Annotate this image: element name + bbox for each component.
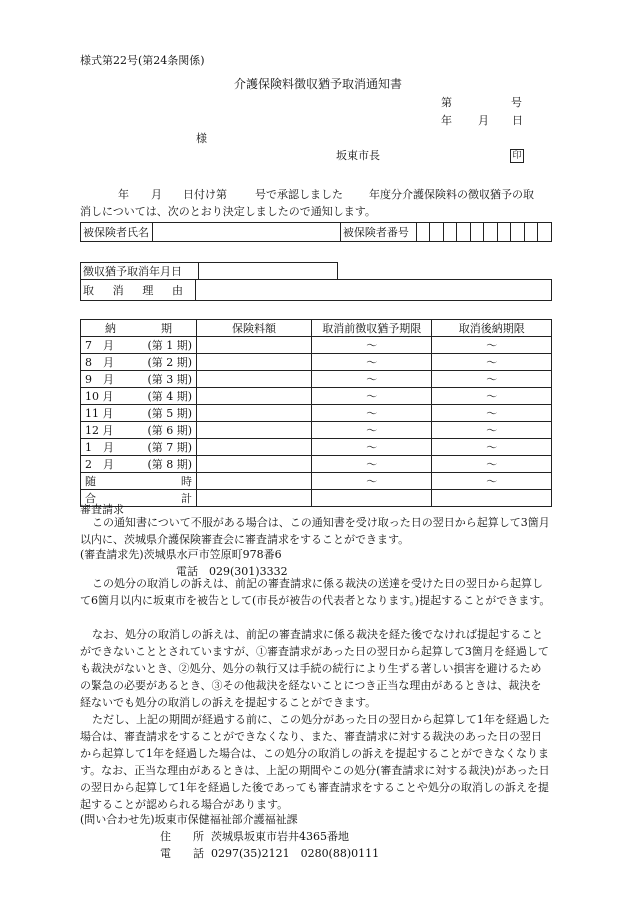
insured-number-digit[interactable] (416, 223, 430, 242)
cancel-date-table (80, 262, 338, 280)
before-deadline-cell[interactable]: ～ (312, 456, 432, 473)
total-cell: 合 計 (81, 490, 197, 507)
amount-cell[interactable] (197, 422, 312, 439)
after-deadline-cell[interactable]: ～ (432, 456, 552, 473)
occasional-cell: 随 時 (81, 473, 197, 490)
appeal-paragraph-2: この処分の取消しの訴えは、前記の審査請求に係る裁決の送達を受けた日の翌日から起算して6箇月以内に坂東市を被告として(市長が被告の代表者となります。)提起することができます。 (80, 577, 551, 607)
after-deadline-cell[interactable]: ～ (432, 439, 552, 456)
date-year: 年 (441, 114, 452, 127)
before-deadline-cell[interactable]: ～ (312, 371, 432, 388)
period-cell: 7 月 (第 1 期) (81, 337, 197, 354)
after-deadline-cell[interactable]: ～ (432, 473, 552, 490)
contact-phone: 0297(35)2121 0280(88)0111 (211, 847, 380, 860)
after-deadline-cell[interactable]: ～ (432, 405, 552, 422)
after-deadline-cell[interactable]: ～ (432, 337, 552, 354)
appeal-paragraph-1: この通知書について不服がある場合は、この通知書を受け取った日の翌日から起算して3箇月以内に、茨城県介護保険審査会に審査請求をすることができます。 (80, 516, 550, 546)
appeal-paragraph-4: ただし、上記の期間が経過する前に、この処分があった日の翌日から起算して1年を経過した場合は、審査請求をすることができなくなり、また、審査請求に対する裁決のあった日の翌日から起算して1年を経過した場合は、この処分の取消しの訴えを提起することができなくなります。なお、正当な理由があるときは、上記の期間やこの処分(審査請求に対する裁決)があった日の翌日から起算して1年を経過した後であっても審査請求をすることや処分の取消しの訴えを提起することが認められる場合があります。 (80, 713, 550, 811)
amount-cell[interactable] (197, 456, 312, 473)
page-title: 介護保険料徴収猶予取消通知書 (234, 77, 403, 91)
total-amount-cell[interactable] (197, 490, 312, 507)
insured-number-digit[interactable] (511, 223, 525, 242)
issuer-name: 坂東市長 (336, 149, 380, 162)
before-deadline-cell[interactable]: ～ (312, 422, 432, 439)
insured-number-digit[interactable] (524, 223, 538, 242)
addressee-honorific: 様 (196, 132, 207, 145)
after-deadline-cell[interactable]: ～ (432, 422, 552, 439)
amount-cell[interactable] (197, 405, 312, 422)
form-number: 様式第22号(第24条関係) (80, 54, 205, 67)
intro-mid: 号で承認しました (255, 188, 343, 201)
amount-cell[interactable] (197, 337, 312, 354)
schedule-header-amount: 保険料額 (197, 320, 312, 337)
amount-cell[interactable] (197, 473, 312, 490)
table-row (81, 388, 552, 405)
total-empty-cell (432, 490, 552, 507)
appeal-phone: 電話 029(301)3332 (176, 565, 288, 578)
contact-address-label: 住 所 (160, 830, 204, 843)
intro-year: 年 (118, 188, 129, 201)
intro-day: 日付け第 (183, 188, 227, 201)
amount-cell[interactable] (197, 354, 312, 371)
amount-cell[interactable] (197, 388, 312, 405)
schedule-header-before: 取消前徴収猶予期限 (312, 320, 432, 337)
before-deadline-cell[interactable]: ～ (312, 354, 432, 371)
before-deadline-cell[interactable]: ～ (312, 473, 432, 490)
seal-mark: 印 (510, 149, 524, 163)
insured-table (80, 222, 552, 242)
table-row (81, 405, 552, 422)
date-day: 日 (512, 114, 523, 127)
amount-cell[interactable] (197, 439, 312, 456)
insured-number-digit[interactable] (484, 223, 498, 242)
insured-number-digit[interactable] (430, 223, 444, 242)
period-cell: 11 月 (第 5 期) (81, 405, 197, 422)
after-deadline-cell[interactable]: ～ (432, 354, 552, 371)
schedule-table (80, 319, 552, 507)
intro-line2: 消しについては、次のとおり決定しましたので通知します。 (80, 205, 376, 218)
cancel-reason-value[interactable] (196, 280, 552, 301)
intro-month: 月 (151, 188, 162, 201)
table-row (81, 490, 552, 507)
period-cell: 8 月 (第 2 期) (81, 354, 197, 371)
table-row (81, 354, 552, 371)
contact-phone-label: 電 話 (160, 847, 204, 860)
total-empty-cell (312, 490, 432, 507)
period-cell: 2 月 (第 8 期) (81, 456, 197, 473)
insured-number-digit[interactable] (538, 223, 552, 242)
contact-label: (問い合わせ先)坂東市保健福祉部介護福祉課 (80, 813, 298, 826)
schedule-header-after: 取消後納期限 (432, 320, 552, 337)
table-row (81, 473, 552, 490)
period-cell: 12 月 (第 6 期) (81, 422, 197, 439)
date-month: 月 (478, 114, 489, 127)
insured-name-value[interactable] (152, 223, 340, 242)
table-row (81, 439, 552, 456)
insured-number-label: 被保険者番号 (340, 223, 416, 242)
after-deadline-cell[interactable]: ～ (432, 388, 552, 405)
insured-number-digit[interactable] (470, 223, 484, 242)
insured-number-digit[interactable] (443, 223, 457, 242)
table-row (81, 456, 552, 473)
table-row (81, 371, 552, 388)
table-row (81, 337, 552, 354)
cancel-reason-table (80, 279, 552, 301)
period-cell: 10 月 (第 4 期) (81, 388, 197, 405)
after-deadline-cell[interactable]: ～ (432, 371, 552, 388)
number-suffix: 号 (511, 96, 522, 109)
insured-name-label: 被保険者氏名 (81, 223, 153, 242)
contact-address: 茨城県坂東市岩井4365番地 (211, 830, 349, 843)
cancel-date-value[interactable] (199, 263, 338, 280)
table-row (81, 422, 552, 439)
insured-number-digit[interactable] (457, 223, 471, 242)
cancel-reason-label: 取 消 理 由 (81, 280, 196, 301)
period-cell: 1 月 (第 7 期) (81, 439, 197, 456)
appeal-paragraph-3: なお、処分の取消しの訴えは、前記の審査請求に係る裁決を経た後でなければ提起することができないこととされていますが、①審査請求があった日の翌日から起算して3箇月を経過しても裁決がないとき、②処分、処分の執行又は手続の続行により生ずる著しい損害を避けるための緊急の必要があるとき、③その他裁決を経ないことにつき正当な理由があるときは、裁決を経ないでも処分の取消しの訴えを提起することができます。 (80, 628, 549, 709)
before-deadline-cell[interactable]: ～ (312, 405, 432, 422)
cancel-date-label: 徴収猶予取消年月日 (81, 263, 199, 280)
before-deadline-cell[interactable]: ～ (312, 439, 432, 456)
appeal-destination: (審査請求先)茨城県水戸市笠原町978番6 (80, 548, 282, 561)
before-deadline-cell[interactable]: ～ (312, 337, 432, 354)
before-deadline-cell[interactable]: ～ (312, 388, 432, 405)
insured-number-digit[interactable] (497, 223, 511, 242)
schedule-header-period: 納 期 (81, 320, 197, 337)
amount-cell[interactable] (197, 371, 312, 388)
intro-end: 年度分介護保険料の徴収猶予の取 (369, 188, 534, 201)
number-prefix: 第 (441, 96, 452, 109)
appeal-heading: 審査請求 (80, 503, 124, 516)
period-cell: 9 月 (第 3 期) (81, 371, 197, 388)
